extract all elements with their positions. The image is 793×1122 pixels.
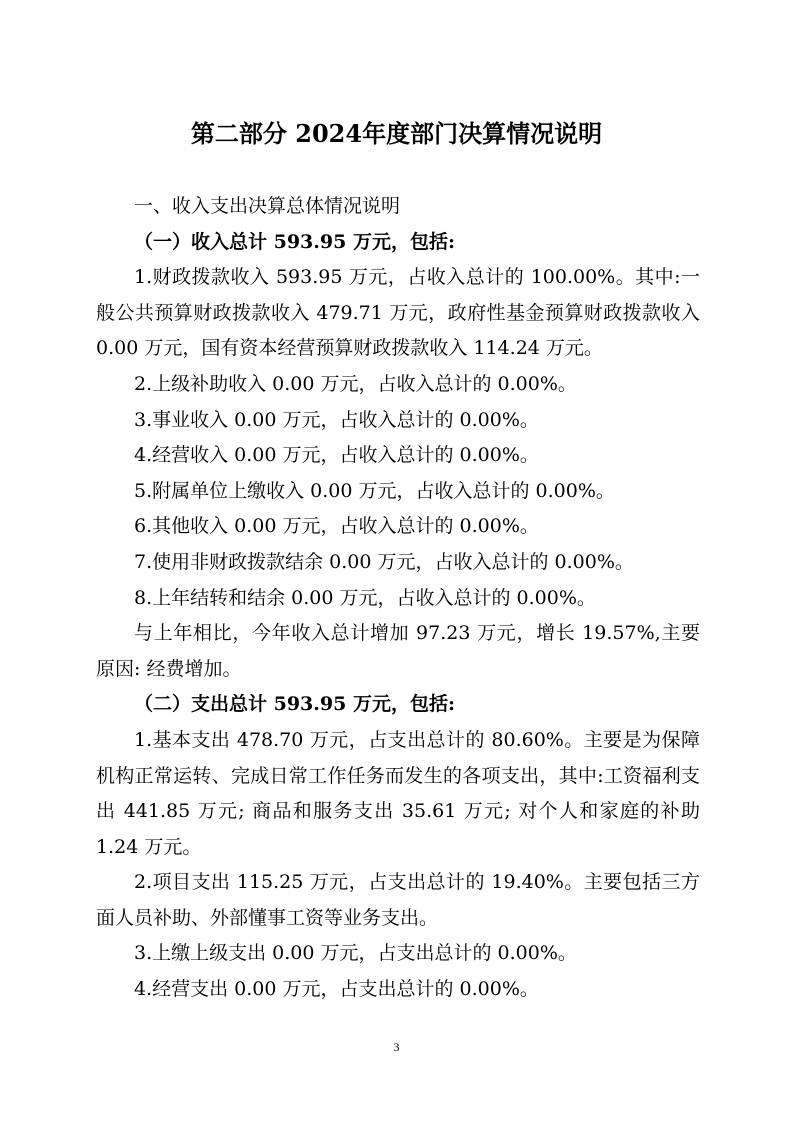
document-body — [96, 189, 700, 1008]
expense-item-operating: 4.经营支出 0.00 万元，占支出总计的 0.00%。 — [134, 978, 539, 1001]
income-total-heading: （一）收入总计 593.95 万元，包括: — [134, 230, 455, 253]
expense-total-heading: （二）支出总计 593.95 万元，包括: — [134, 693, 455, 716]
expense-item-remit-superior: 3.上缴上级支出 0.00 万元，占支出总计的 0.00%。 — [134, 942, 577, 965]
income-item-other: 6.其他收入 0.00 万元，占收入总计的 0.00%。 — [134, 515, 539, 538]
income-item-fiscal: 1.财政拨款收入 593.95 万元，占收入总计的 100.00%。其中:一般公共预算财政拨款收入 479.71 万元，政府性基金预算财政拨款收入 0.00 万元，国有资本经营预算财政拨款收入 114.24 万元。 — [96, 266, 700, 360]
expense-item-basic: 1.基本支出 478.70 万元，占支出总计的 80.60%。主要是为保障机构正常运转、完成日常工作任务而发生的各项支出，其中:工资福利支出 441.85 万元; 商品和服务支出 35.61 万元; 对个人和家庭的补助 1.24 万元。 — [96, 728, 700, 858]
page-number: 3 — [393, 1040, 400, 1054]
page-title: 第二部分 2024年度部门决算情况说明 — [190, 119, 603, 148]
section-heading-overview: 一、收入支出决算总体情况说明 — [134, 195, 401, 217]
expense-item-project: 2.项目支出 115.25 万元，占支出总计的 19.40%。主要包括三方面人员补助、外部懂事工资等业务支出。 — [96, 871, 700, 929]
income-item-superior-subsidy: 2.上级补助收入 0.00 万元，占收入总计的 0.00%。 — [134, 372, 577, 395]
income-item-carryover: 8.上年结转和结余 0.00 万元，占收入总计的 0.00%。 — [134, 586, 596, 609]
income-item-affiliated: 5.附属单位上缴收入 0.00 万元，占收入总计的 0.00%。 — [134, 479, 615, 502]
income-year-comparison: 与上年相比，今年收入总计增加 97.23 万元，增长 19.57%,主要原因: 经费增加。 — [96, 622, 700, 680]
income-item-operating: 4.经营收入 0.00 万元，占收入总计的 0.00%。 — [134, 444, 539, 467]
income-item-non-fiscal-balance: 7.使用非财政拨款结余 0.00 万元，占收入总计的 0.00%。 — [134, 550, 634, 573]
income-item-business: 3.事业收入 0.00 万元，占收入总计的 0.00%。 — [134, 408, 539, 431]
